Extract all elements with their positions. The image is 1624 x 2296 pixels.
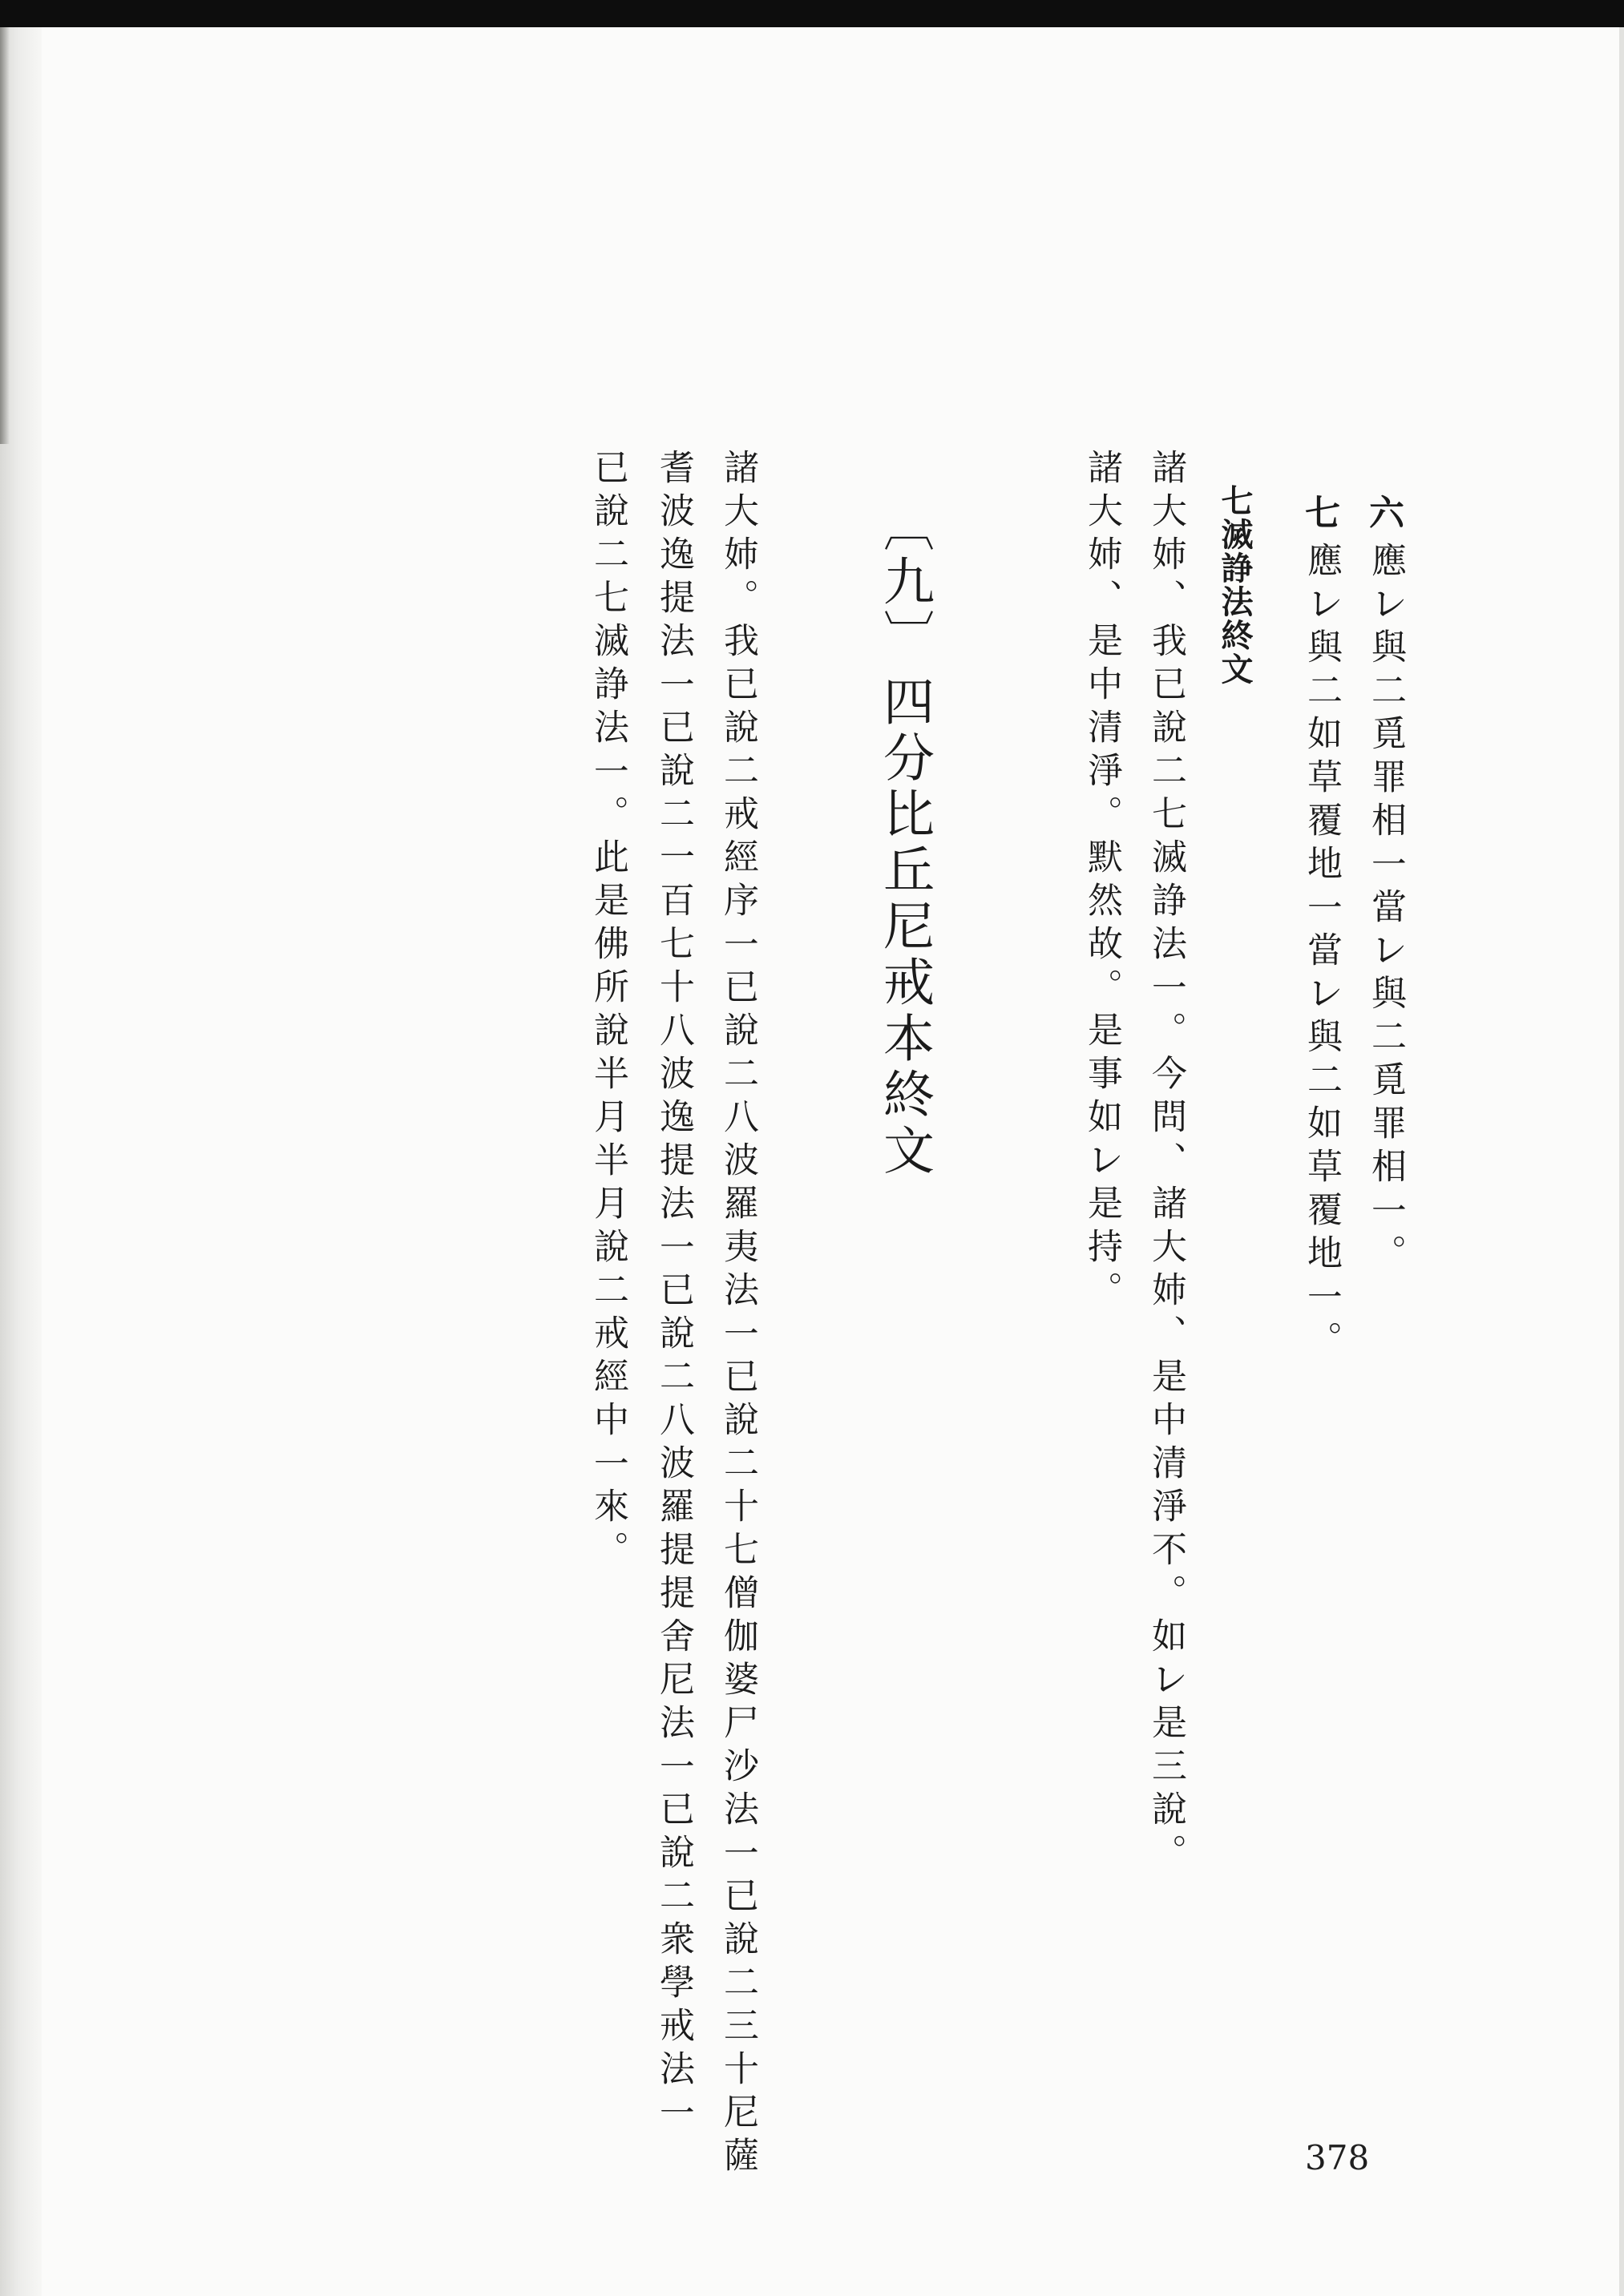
item-7-text: 應㆑與㆓如草覆地㆒當㆑與㆓如草覆地㆒。: [1301, 542, 1342, 1364]
item-6-label: 六: [1369, 493, 1404, 534]
scan-right-edge: [1619, 27, 1624, 2296]
scan-top-border: [0, 0, 1624, 27]
chapter-title: 四分比丘尼戒本終文: [875, 675, 934, 1180]
item-6-text: 應㆑與㆓覓罪相㆒當㆑與㆓覓罪相㆒。: [1365, 542, 1406, 1277]
scan-left-shadow: [0, 27, 10, 444]
closing-line-3: 已說㆓七滅諍法㆒。此是佛所說半月半月說㆓戒經中㆒來。: [588, 449, 628, 1574]
section-heading: 七滅諍法終文: [1216, 484, 1253, 686]
item-7-label: 七: [1305, 493, 1340, 534]
chapter-number: 〔九〕: [875, 500, 934, 664]
section-line-2: 諸大姉、是中清淨。默然故。是事如㆑是持。: [1081, 449, 1122, 1314]
closing-line-1: 諸大姉。我已說㆓戒經序㆒已說㆓八波羅夷法㆒已說㆓十七僧伽婆尸沙法㆒已說㆓三十尼薩: [717, 449, 758, 2180]
closing-line-2: 耆波逸提法㆒已說㆓一百七十八波逸提法㆒已說㆓八波羅提提舍尼法㆒已說㆓衆學戒法㆒: [653, 449, 694, 2137]
section-line-1: 諸大姉、我已說㆓七滅諍法㆒。今問、諸大姉、是中清淨不。如㆑是三說。: [1145, 449, 1186, 1877]
page-number: 378: [1305, 2138, 1370, 2177]
